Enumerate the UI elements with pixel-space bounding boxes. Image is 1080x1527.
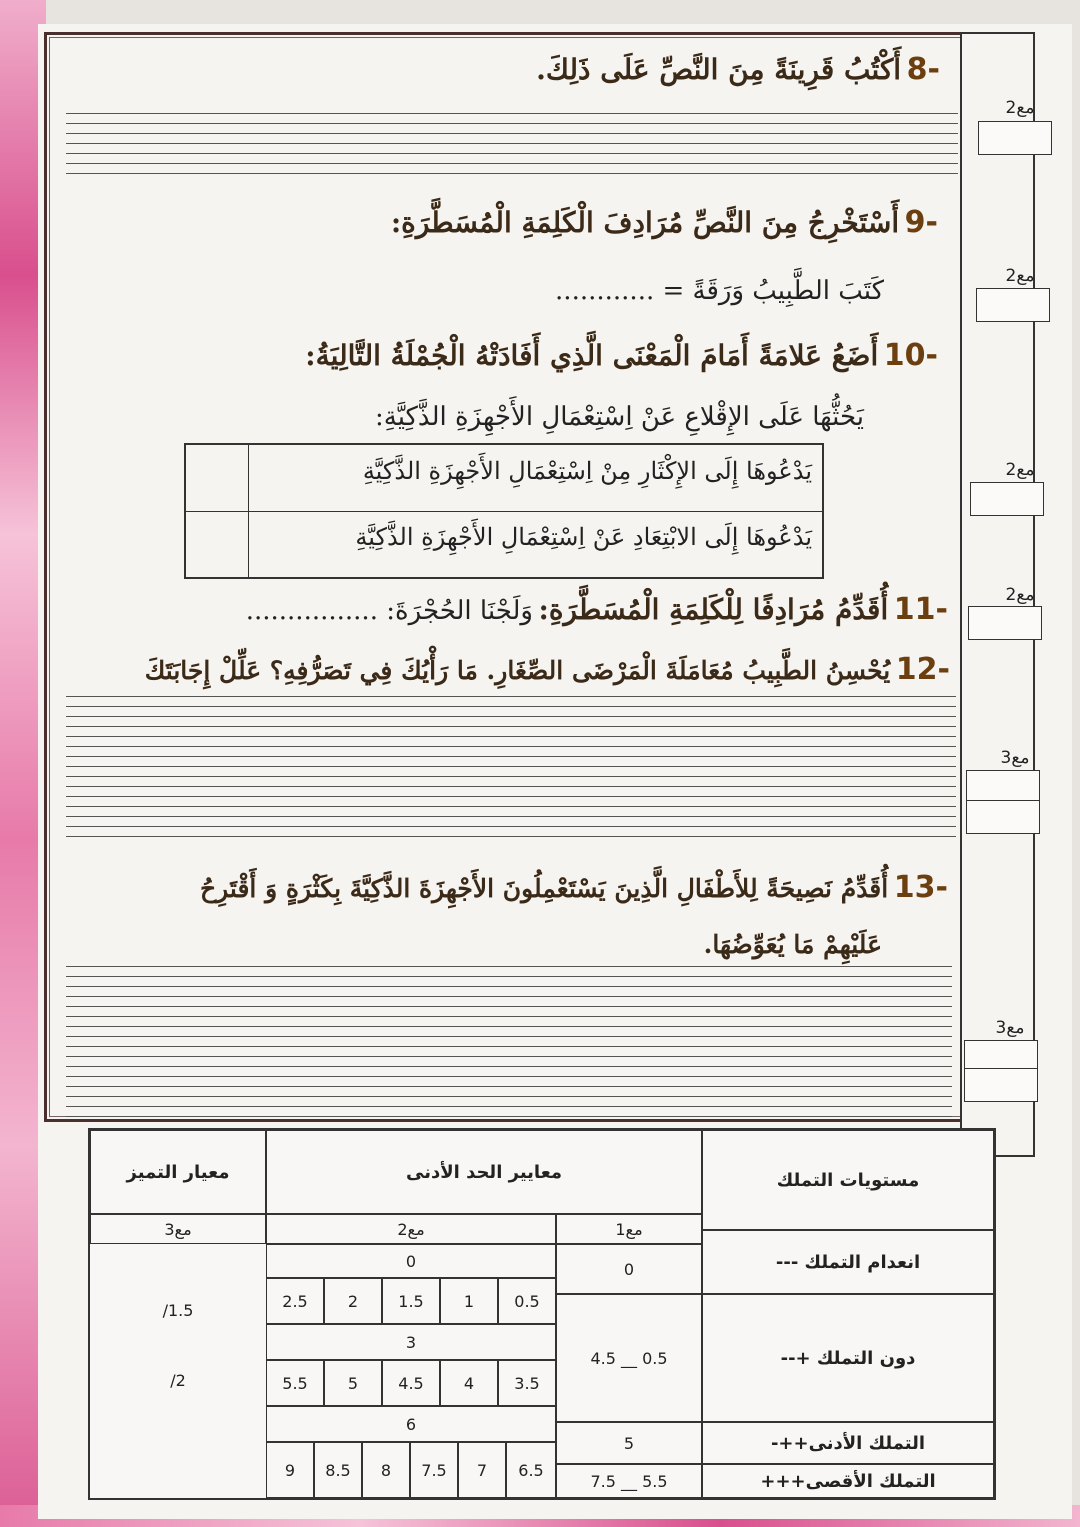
rubric-m2-r6-cell: 8: [362, 1442, 410, 1498]
rubric-m2-row-1: 0: [266, 1244, 556, 1278]
question-12: [145, 652, 950, 687]
option-2-text: يَدْعُوهَا إِلَى الابْتِعَادِ عَنْ اِسْتِعْمَالِ الأَجْهِزَةِ الذَّكِيَّةِ: [355, 523, 812, 551]
option-1-checkbox[interactable]: [186, 445, 249, 511]
rubric-m2-r2-cell: 2: [324, 1278, 382, 1324]
rubric-m1-header: مع1: [556, 1214, 702, 1244]
question-12-number: -12: [895, 652, 950, 687]
score-box-q11[interactable]: [968, 606, 1042, 640]
question-13-line-2: [704, 930, 882, 959]
score-box-q12-b[interactable]: [966, 800, 1040, 834]
rubric-level-3: التملك الأدنى++-: [702, 1422, 994, 1464]
option-row-2: [186, 511, 822, 577]
question-11: [246, 592, 948, 627]
rubric-m1-value-1: 0: [556, 1244, 702, 1294]
score-box-q13-b[interactable]: [964, 1068, 1038, 1102]
option-2-checkbox[interactable]: [186, 511, 249, 577]
rubric-m2-r2-cell: 1.5: [382, 1278, 440, 1324]
option-1-text: يَدْعُوهَا إِلَى الإِكْثَارِ مِنْ اِسْتِعْمَالِ الأَجْهِزَةِ الذَّكِيَّةِ: [362, 457, 812, 485]
rubric-excellence-header: معيار التميز: [90, 1130, 266, 1214]
rubric-m2-r4-cell: 3.5: [498, 1360, 556, 1406]
score-box-q8[interactable]: [978, 121, 1052, 155]
question-13-text: أُقَدِّمُ نَصِيحَةً لِلأَطْفَالِ الَّذِينَ يَسْتَعْمِلُونَ الأَجْهِزَةَ الذَّكِيَّةَ بِكَثْرَةٍ وَ أَقْتَرِحُ: [200, 874, 889, 903]
rubric-m2-r6-cell: 6.5: [506, 1442, 556, 1498]
score-label-q13: مع3: [995, 1018, 1025, 1038]
question-8-number: -8: [906, 52, 940, 87]
question-10-text: أَضَعُ عَلامَةً أَمَامَ الْمَعْنَى الَّذِي أَفَادَتْهُ الْجُمْلَةُ التَّالِيَةُ:: [305, 339, 879, 372]
question-10: [305, 338, 938, 373]
question-11-text: أُقَدِّمُ مُرَادِفًا لِلْكَلِمَةِ الْمُسَطَّرَةِ:: [538, 593, 889, 626]
question-13-text-2: عَلَيْهِمْ مَا يُعَوِّضُهَا.: [703, 930, 882, 959]
rubric-m2-r2-cell: 1: [440, 1278, 498, 1324]
rubric-level-4: التملك الأقصى+++: [702, 1464, 994, 1498]
question-9-text: أَسْتَخْرِجُ مِنَ النَّصِّ مُرَادِفَ الْكَلِمَةِ الْمُسَطَّرَةِ:: [390, 206, 900, 239]
rubric-levels-header: مستويات التملك: [702, 1130, 994, 1230]
question-8: [536, 52, 940, 87]
rubric-m2-row-5: 6: [266, 1406, 556, 1442]
score-label-q9: مع2: [1005, 266, 1035, 286]
option-row-1: [186, 445, 822, 512]
rubric-m2-r6-cell: 9: [266, 1442, 314, 1498]
rubric-excellence-value-2: /2: [170, 1370, 186, 1390]
rubric-m3-header: مع3: [90, 1214, 266, 1244]
score-box-q12-a[interactable]: [966, 770, 1040, 804]
rubric-table: [88, 1128, 996, 1500]
rubric-m2-row-3: 3: [266, 1324, 556, 1360]
score-box-q9[interactable]: [976, 288, 1050, 322]
answer-lines-q8[interactable]: [66, 113, 958, 183]
rubric-level-1: انعدام التملك ---: [702, 1230, 994, 1294]
rubric-min-header: معايير الحد الأدنى: [266, 1130, 702, 1214]
question-9-number: -9: [904, 205, 938, 240]
rubric-m1-value-4: 7.5 __ 5.5: [556, 1464, 702, 1498]
rubric-m2-r4-cell: 5: [324, 1360, 382, 1406]
rubric-m1-value-3: 5: [556, 1422, 702, 1464]
score-box-q10[interactable]: [970, 482, 1044, 516]
score-label-q12: مع3: [1000, 748, 1030, 768]
rubric-m1-value-2: 4.5 __ 0.5: [556, 1294, 702, 1422]
answer-lines-q12[interactable]: [66, 696, 956, 846]
rubric-m2-r6-cell: 8.5: [314, 1442, 362, 1498]
rubric-excellence-value-1: /1.5: [162, 1300, 194, 1320]
question-10-number: -10: [883, 338, 938, 373]
question-8-text: أَكْتُبُ قَرِينَةً مِنَ النَّصِّ عَلَى ذَلِكَ.: [536, 53, 902, 86]
rubric-m2-r2-cell: 2.5: [266, 1278, 324, 1324]
rubric-m2-r4-cell: 5.5: [266, 1360, 324, 1406]
question-12-text: يُحْسِنُ الطَّبِيبُ مُعَامَلَةَ الْمَرْضَى الصِّغَارِ. مَا رَأْيُكَ فِي تَصَرُّفِهِ؟ عَلِّلْ إِجَابَتَكَ: [144, 656, 891, 685]
rubric-m2-r6-cell: 7.5: [410, 1442, 458, 1498]
question-10-sentence: يَحُثُّهَا عَلَى الإِقْلاعِ عَنْ اِسْتِعْمَالِ الأَجْهِزَةِ الذَّكِيَّةِ:: [375, 402, 864, 432]
score-label-q8: مع2: [1005, 98, 1035, 118]
rubric-m2-r4-cell: 4: [440, 1360, 498, 1406]
rubric-level-2: دون التملك +--: [702, 1294, 994, 1422]
score-label-q11: مع2: [1005, 585, 1035, 605]
options-table: [184, 443, 824, 579]
rubric-m2-r6-cell: 7: [458, 1442, 506, 1498]
question-9: [391, 205, 938, 240]
question-13-number: -13: [893, 870, 948, 905]
score-label-q10: مع2: [1005, 460, 1035, 480]
question-11-phrase: وَلَجْنَا الحُجْرَةَ: ................: [245, 596, 533, 626]
question-9-phrase: كَتَبَ الطَّبِيبُ وَرَقَةً = ............: [555, 276, 884, 306]
rubric-m2-header: مع2: [266, 1214, 556, 1244]
question-13: [200, 870, 948, 905]
rubric-m2-r2-cell: 0.5: [498, 1278, 556, 1324]
question-11-number: -11: [893, 592, 948, 627]
answer-lines-q13[interactable]: [66, 966, 952, 1126]
rubric-m2-r4-cell: 4.5: [382, 1360, 440, 1406]
